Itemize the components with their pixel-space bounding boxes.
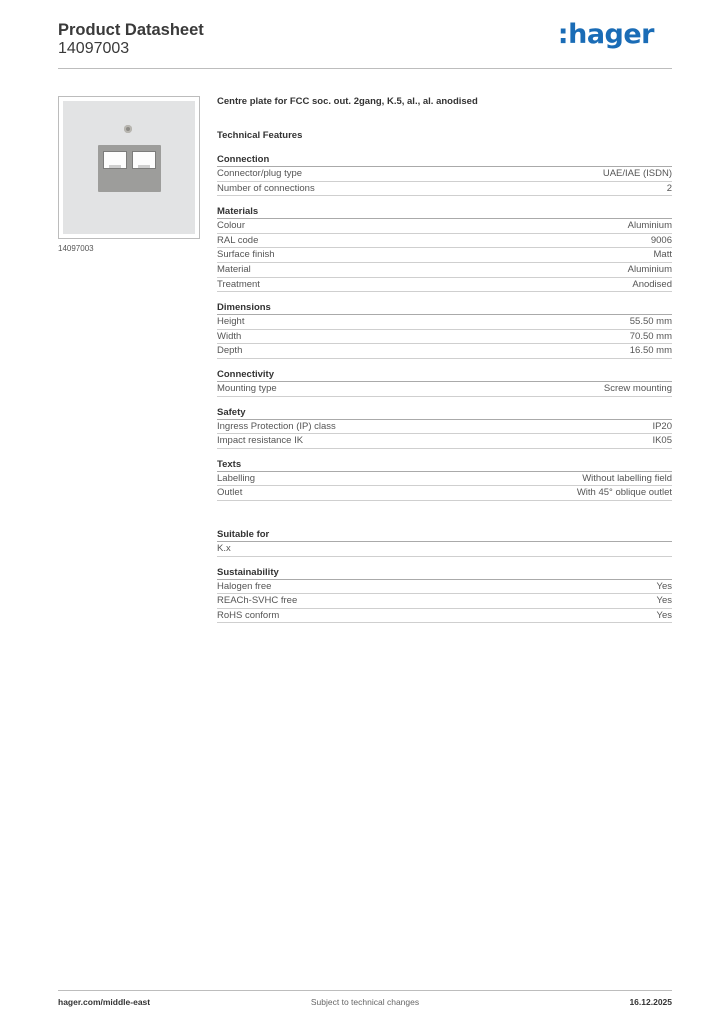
spec-row [217,486,672,501]
spec-label: RAL code [217,234,259,246]
spec-value: IP20 [652,420,672,432]
section-title: Connectivity [217,369,672,382]
centre-plate-graphic [63,101,195,234]
spec-value: Matt [653,249,672,261]
spec-value: IK05 [652,435,672,447]
spec-label: Surface finish [217,249,275,261]
spec-row [217,472,672,487]
spec-section [217,529,672,557]
footer-website: hager.com/middle-east [58,997,151,1007]
product-code: 14097003 [58,40,130,57]
section-title: Suitable for [217,529,672,542]
spec-label: Outlet [217,487,243,499]
spec-row [217,594,672,609]
screw-icon [124,125,132,133]
spec-label: REACh-SVHC free [217,595,298,607]
spec-label: RoHS conform [217,609,280,621]
page-footer [58,997,672,1011]
spec-label: K.x [217,542,231,554]
spec-section [217,154,672,196]
spec-label: Halogen free [217,580,272,592]
spec-value: Aluminium [627,220,672,232]
spec-row [217,182,672,197]
section-title: Texts [217,459,672,472]
spec-value: Yes [656,580,672,592]
spec-value: Screw mounting [603,382,672,394]
spec-value: Without labelling field [582,472,672,484]
socket-outlet-graphic [98,145,161,192]
section-title: Materials [217,206,672,219]
spec-row [217,167,672,182]
spec-row [217,609,672,624]
spec-row [217,580,672,595]
spec-label: Depth [217,345,243,357]
footer-divider [58,990,672,991]
spec-row [217,344,672,359]
spec-section [217,567,672,624]
datasheet-content [217,96,672,623]
spec-row [217,315,672,330]
spec-section [217,459,672,501]
footer-notice: Subject to technical changes [310,997,420,1007]
spec-label: Width [217,330,242,342]
spec-label: Mounting type [217,382,277,394]
spec-value: 2 [666,182,672,194]
page-header [58,21,672,69]
spec-row [217,382,672,397]
spec-value: Yes [656,595,672,607]
spec-section [217,206,672,292]
section-title: Sustainability [217,567,672,580]
spec-row [217,219,672,234]
spec-value: 9006 [650,234,672,246]
spec-label: Impact resistance IK [217,435,304,447]
product-image [58,96,200,239]
image-caption: 14097003 [58,244,94,253]
spec-row [217,434,672,449]
port-icon [132,151,156,169]
spec-label: Number of connections [217,182,315,194]
section-title: Dimensions [217,302,672,315]
spec-label: Material [217,263,251,275]
spec-row [217,420,672,435]
product-description: Centre plate for FCC soc. out. 2gang, K.5, al., al. anodised [217,96,478,107]
spec-label: Labelling [217,472,256,484]
spec-section [217,369,672,397]
hager-logo: :hager [557,19,654,50]
spec-row [217,263,672,278]
section-title: Connection [217,154,672,167]
spec-label: Ingress Protection (IP) class [217,420,336,432]
spec-value: 16.50 mm [629,345,672,357]
spec-value: Anodised [632,278,672,290]
footer-date: 16.12.2025 [629,997,672,1007]
spec-value: Yes [656,609,672,621]
spec-label: Height [217,316,245,328]
technical-features-heading: Technical Features [217,130,303,141]
spec-row [217,330,672,345]
section-title: Safety [217,407,672,420]
header-divider [58,68,672,69]
spec-section [217,302,672,359]
spec-row [217,248,672,263]
spec-row [217,278,672,293]
spec-row [217,234,672,249]
spec-value: 70.50 mm [629,330,672,342]
spec-label: Treatment [217,278,260,290]
port-icon [103,151,127,169]
spec-section [217,407,672,449]
spec-value: 55.50 mm [629,316,672,328]
spec-value: UAE/IAE (ISDN) [602,168,672,179]
spec-value: Aluminium [627,263,672,275]
spec-value: With 45° oblique outlet [576,487,672,499]
spec-row [217,542,672,557]
page-title: Product Datasheet [58,21,204,39]
spec-sections [217,154,672,623]
spec-label: Colour [217,220,245,232]
spec-label: Connector/plug type [217,168,303,179]
